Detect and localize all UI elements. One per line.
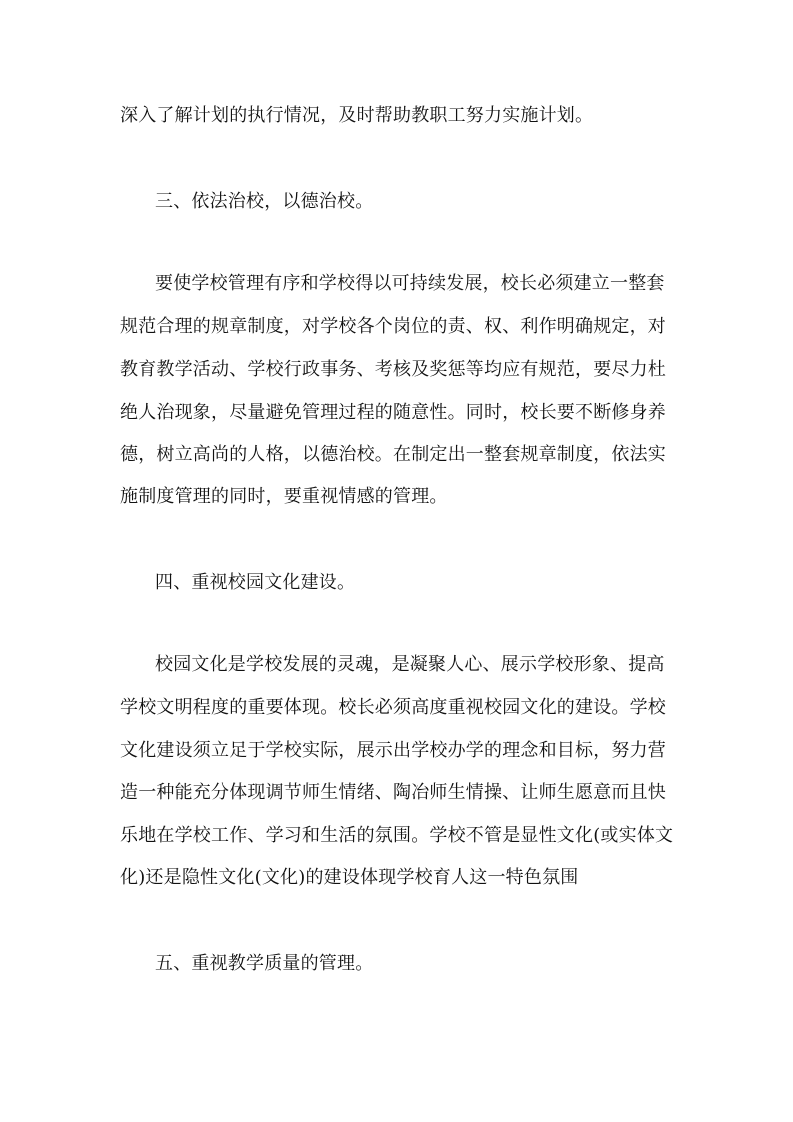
paragraph-line: 造一种能充分体现调节师生情绪、陶冶师生情操、让师生愿意而且快: [120, 782, 666, 803]
section-heading-5: 五、重视教学质量的管理。: [155, 953, 374, 974]
paragraph-line: 要使学校管理有序和学校得以可持续发展，校长必须建立一整套: [155, 273, 665, 294]
paragraph-line: 校园文化是学校发展的灵魂，是凝聚人心、展示学校形象、提高: [155, 654, 665, 675]
paragraph-line: 绝人治现象，尽量避免管理过程的随意性。同时，校长要不断修身养: [120, 402, 666, 423]
paragraph-line: 教育教学活动、学校行政事务、考核及奖惩等均应有规范，要尽力杜: [120, 359, 666, 380]
paragraph-line: 德，树立高尚的人格，以德治校。在制定出一整套规章制度，依法实: [120, 444, 666, 465]
paragraph-line: 乐地在学校工作、学习和生活的氛围。学校不管是显性文化(或实体文: [120, 825, 674, 846]
paragraph-line: 化)还是隐性文化(文化)的建设体现学校育人这一特色氛围: [120, 867, 579, 888]
section-heading-3: 三、依法治校，以德治校。: [155, 191, 374, 212]
section-heading-4: 四、重视校园文化建设。: [155, 572, 356, 593]
paragraph-line: 深入了解计划的执行情况，及时帮助教职工努力实施计划。: [120, 105, 594, 126]
paragraph-line: 施制度管理的同时，要重视情感的管理。: [120, 486, 448, 507]
paragraph-line: 学校文明程度的重要体现。校长必须高度重视校园文化的建设。学校: [120, 697, 666, 718]
paragraph-line: 文化建设须立足于学校实际，展示出学校办学的理念和目标，努力营: [120, 740, 666, 761]
paragraph-line: 规范合理的规章制度，对学校各个岗位的责、权、利作明确规定，对: [120, 316, 666, 337]
